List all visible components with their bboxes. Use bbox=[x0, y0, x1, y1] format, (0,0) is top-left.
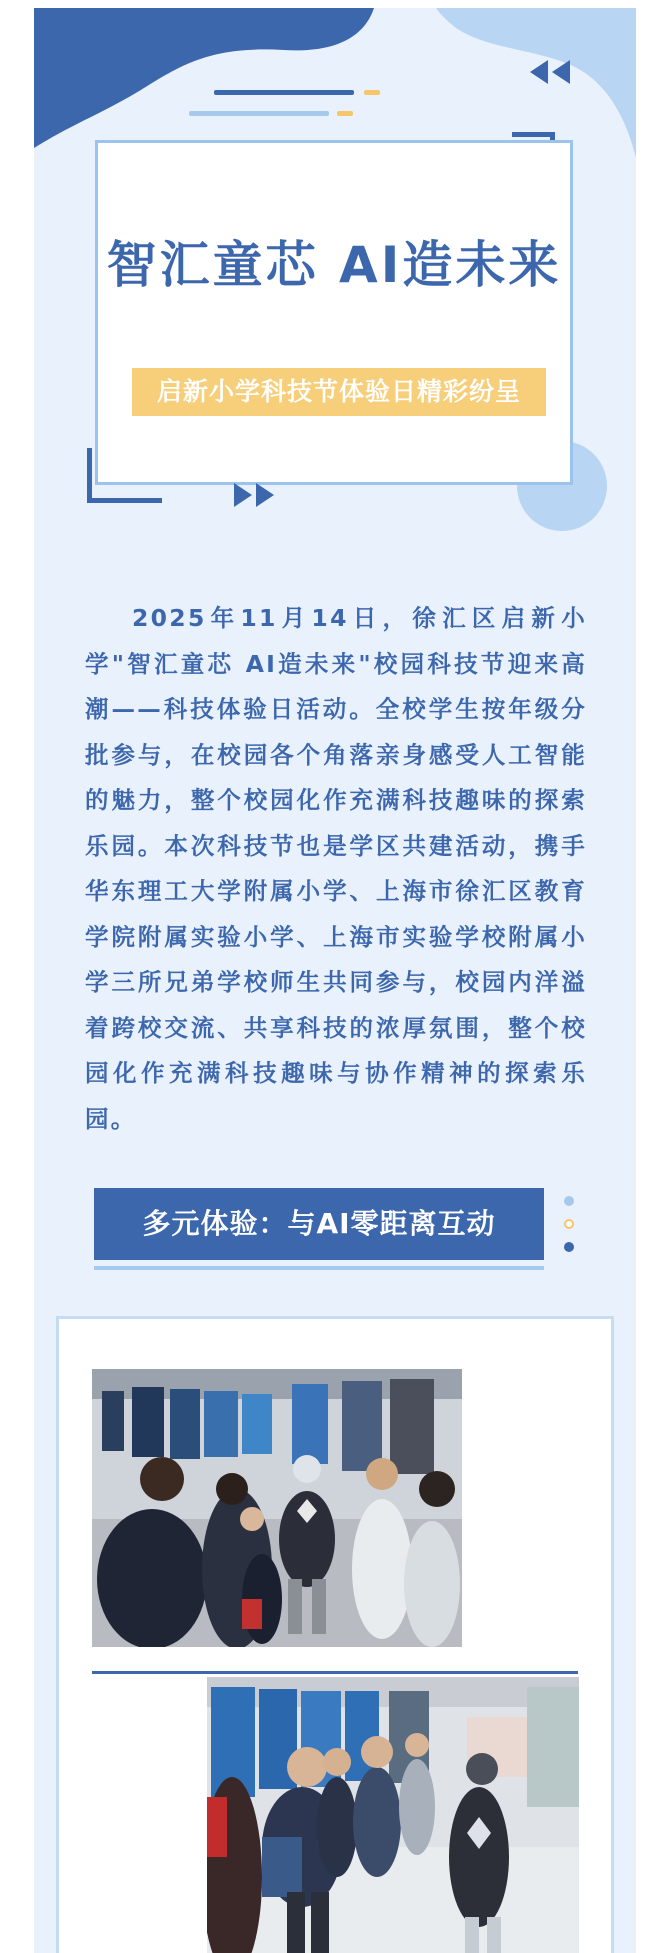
article-page bbox=[34, 8, 636, 1953]
section-underline bbox=[94, 1266, 544, 1270]
photo-students-with-robot bbox=[92, 1369, 462, 1647]
photo-student-meets-robot bbox=[207, 1677, 579, 1953]
double-chevron-right-icon bbox=[230, 481, 280, 509]
decorative-dot bbox=[564, 1242, 574, 1252]
photo-card bbox=[56, 1316, 614, 1953]
section-title: 多元体验：与AI零距离互动 bbox=[94, 1188, 544, 1260]
title-card bbox=[95, 140, 573, 485]
page-title: 智汇童芯 AI造未来 bbox=[106, 236, 562, 294]
decorative-dot bbox=[564, 1196, 574, 1206]
section-header bbox=[94, 1188, 614, 1268]
photo-divider bbox=[92, 1671, 578, 1674]
intro-paragraph: 2025年11月14日，徐汇区启新小学"智汇童芯 AI造未来"校园科技节迎来高潮——科技体验日活动。全校学生按年级分批参与，在校园各个角落亲身感受人工智能的魅力，整个校园化作充满科技趣味的探索乐园。本次科技节也是学区共建活动，携手华东理工大学附属小学、上海市徐汇区教育学院附属实验小学、上海市实验学校附属小学三所兄弟学校师生共同参与，校园内洋溢着跨校交流、共享科技的浓厚氛围，整个校园化作充满科技趣味与协作精神的探索乐园。 bbox=[85, 604, 587, 1133]
subtitle-banner: 启新小学科技节体验日精彩纷呈 bbox=[132, 368, 546, 416]
double-chevron-left-icon bbox=[528, 58, 574, 86]
decorative-dot bbox=[564, 1219, 574, 1229]
header-decorative-bars bbox=[189, 90, 389, 130]
